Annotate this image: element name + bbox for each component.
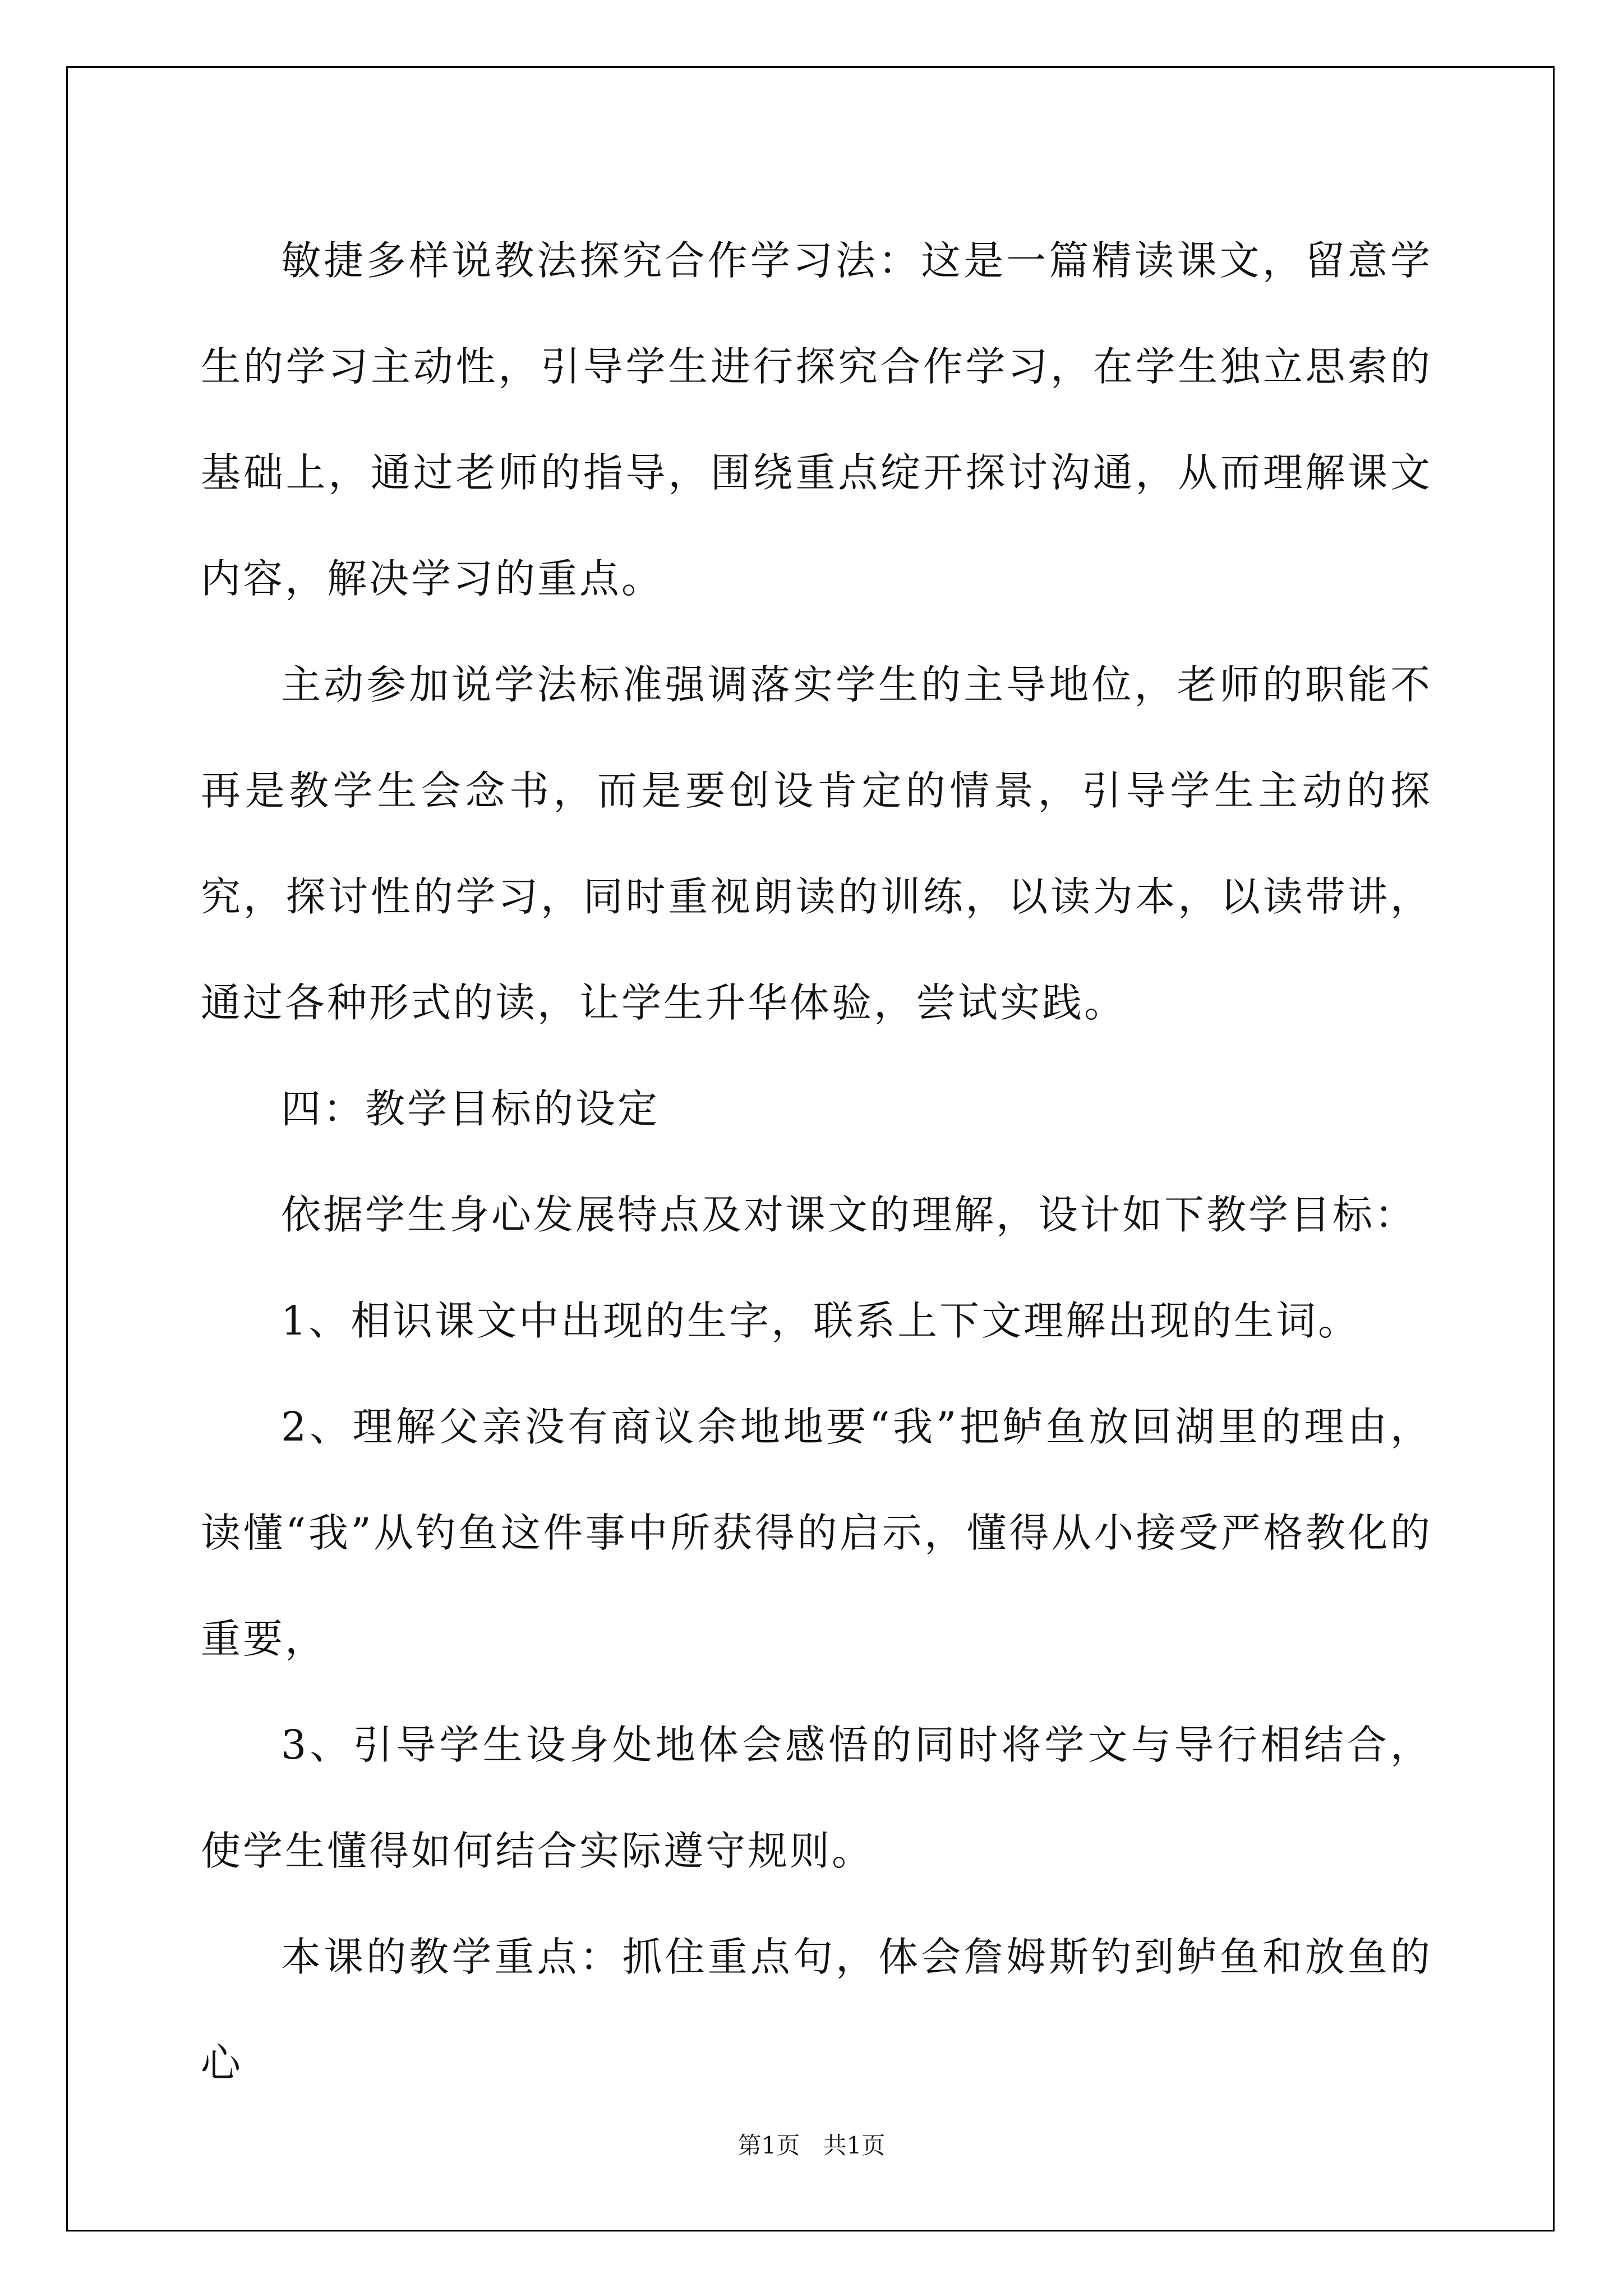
paragraph-learning-method: 主动参加说学法标准强调落实学生的主导地位，老师的职能不再是教学生会念书，而是要创设肯定的情景，引导学生主动的探究，探讨性的学习，同时重视朗读的训练，以读为本，以读带讲，通过各种形式的读，让学生升华体验，尝试实践。 — [201, 661, 1432, 1026]
list-item-goal-1: 1、相识课文中出现的生字，联系上下文理解出现的生词。 — [281, 1297, 1361, 1344]
list-item-goal-3: 3、引导学生设身处地体会感悟的同时将学文与导行相结合，使学生懂得如何结合实际遵守规则。 — [201, 1722, 1432, 1874]
paragraph-key-points: 本课的教学重点：抓住重点句，体会詹姆斯钓到鲈鱼和放鱼的心 — [201, 1934, 1432, 2086]
paragraph-goals-intro: 依据学生身心发展特点及对课文的理解，设计如下教学目标： — [281, 1191, 1417, 1238]
section-heading-teaching-goals: 四：教学目标的设定 — [281, 1085, 660, 1132]
page-number-total: 共1页 — [823, 2132, 886, 2159]
document-body — [201, 208, 1432, 2116]
list-item-goal-2: 2、理解父亲没有商议余地地要“我”把鲈鱼放回湖里的理由，读懂“我”从钓鱼这件事中所获得的启示，懂得从小接受严格教化的重要， — [201, 1404, 1432, 1662]
page-number-current: 第1页 — [737, 2132, 800, 2159]
paragraph-teaching-method: 敏捷多样说教法探究合作学习法：这是一篇精读课文，留意学生的学习主动性，引导学生进行探究合作学习，在学生独立思索的基础上，通过老师的指导，围绕重点绽开探讨沟通，从而理解课文内容，解决学习的重点。 — [201, 237, 1432, 602]
page-footer — [0, 2129, 1623, 2162]
